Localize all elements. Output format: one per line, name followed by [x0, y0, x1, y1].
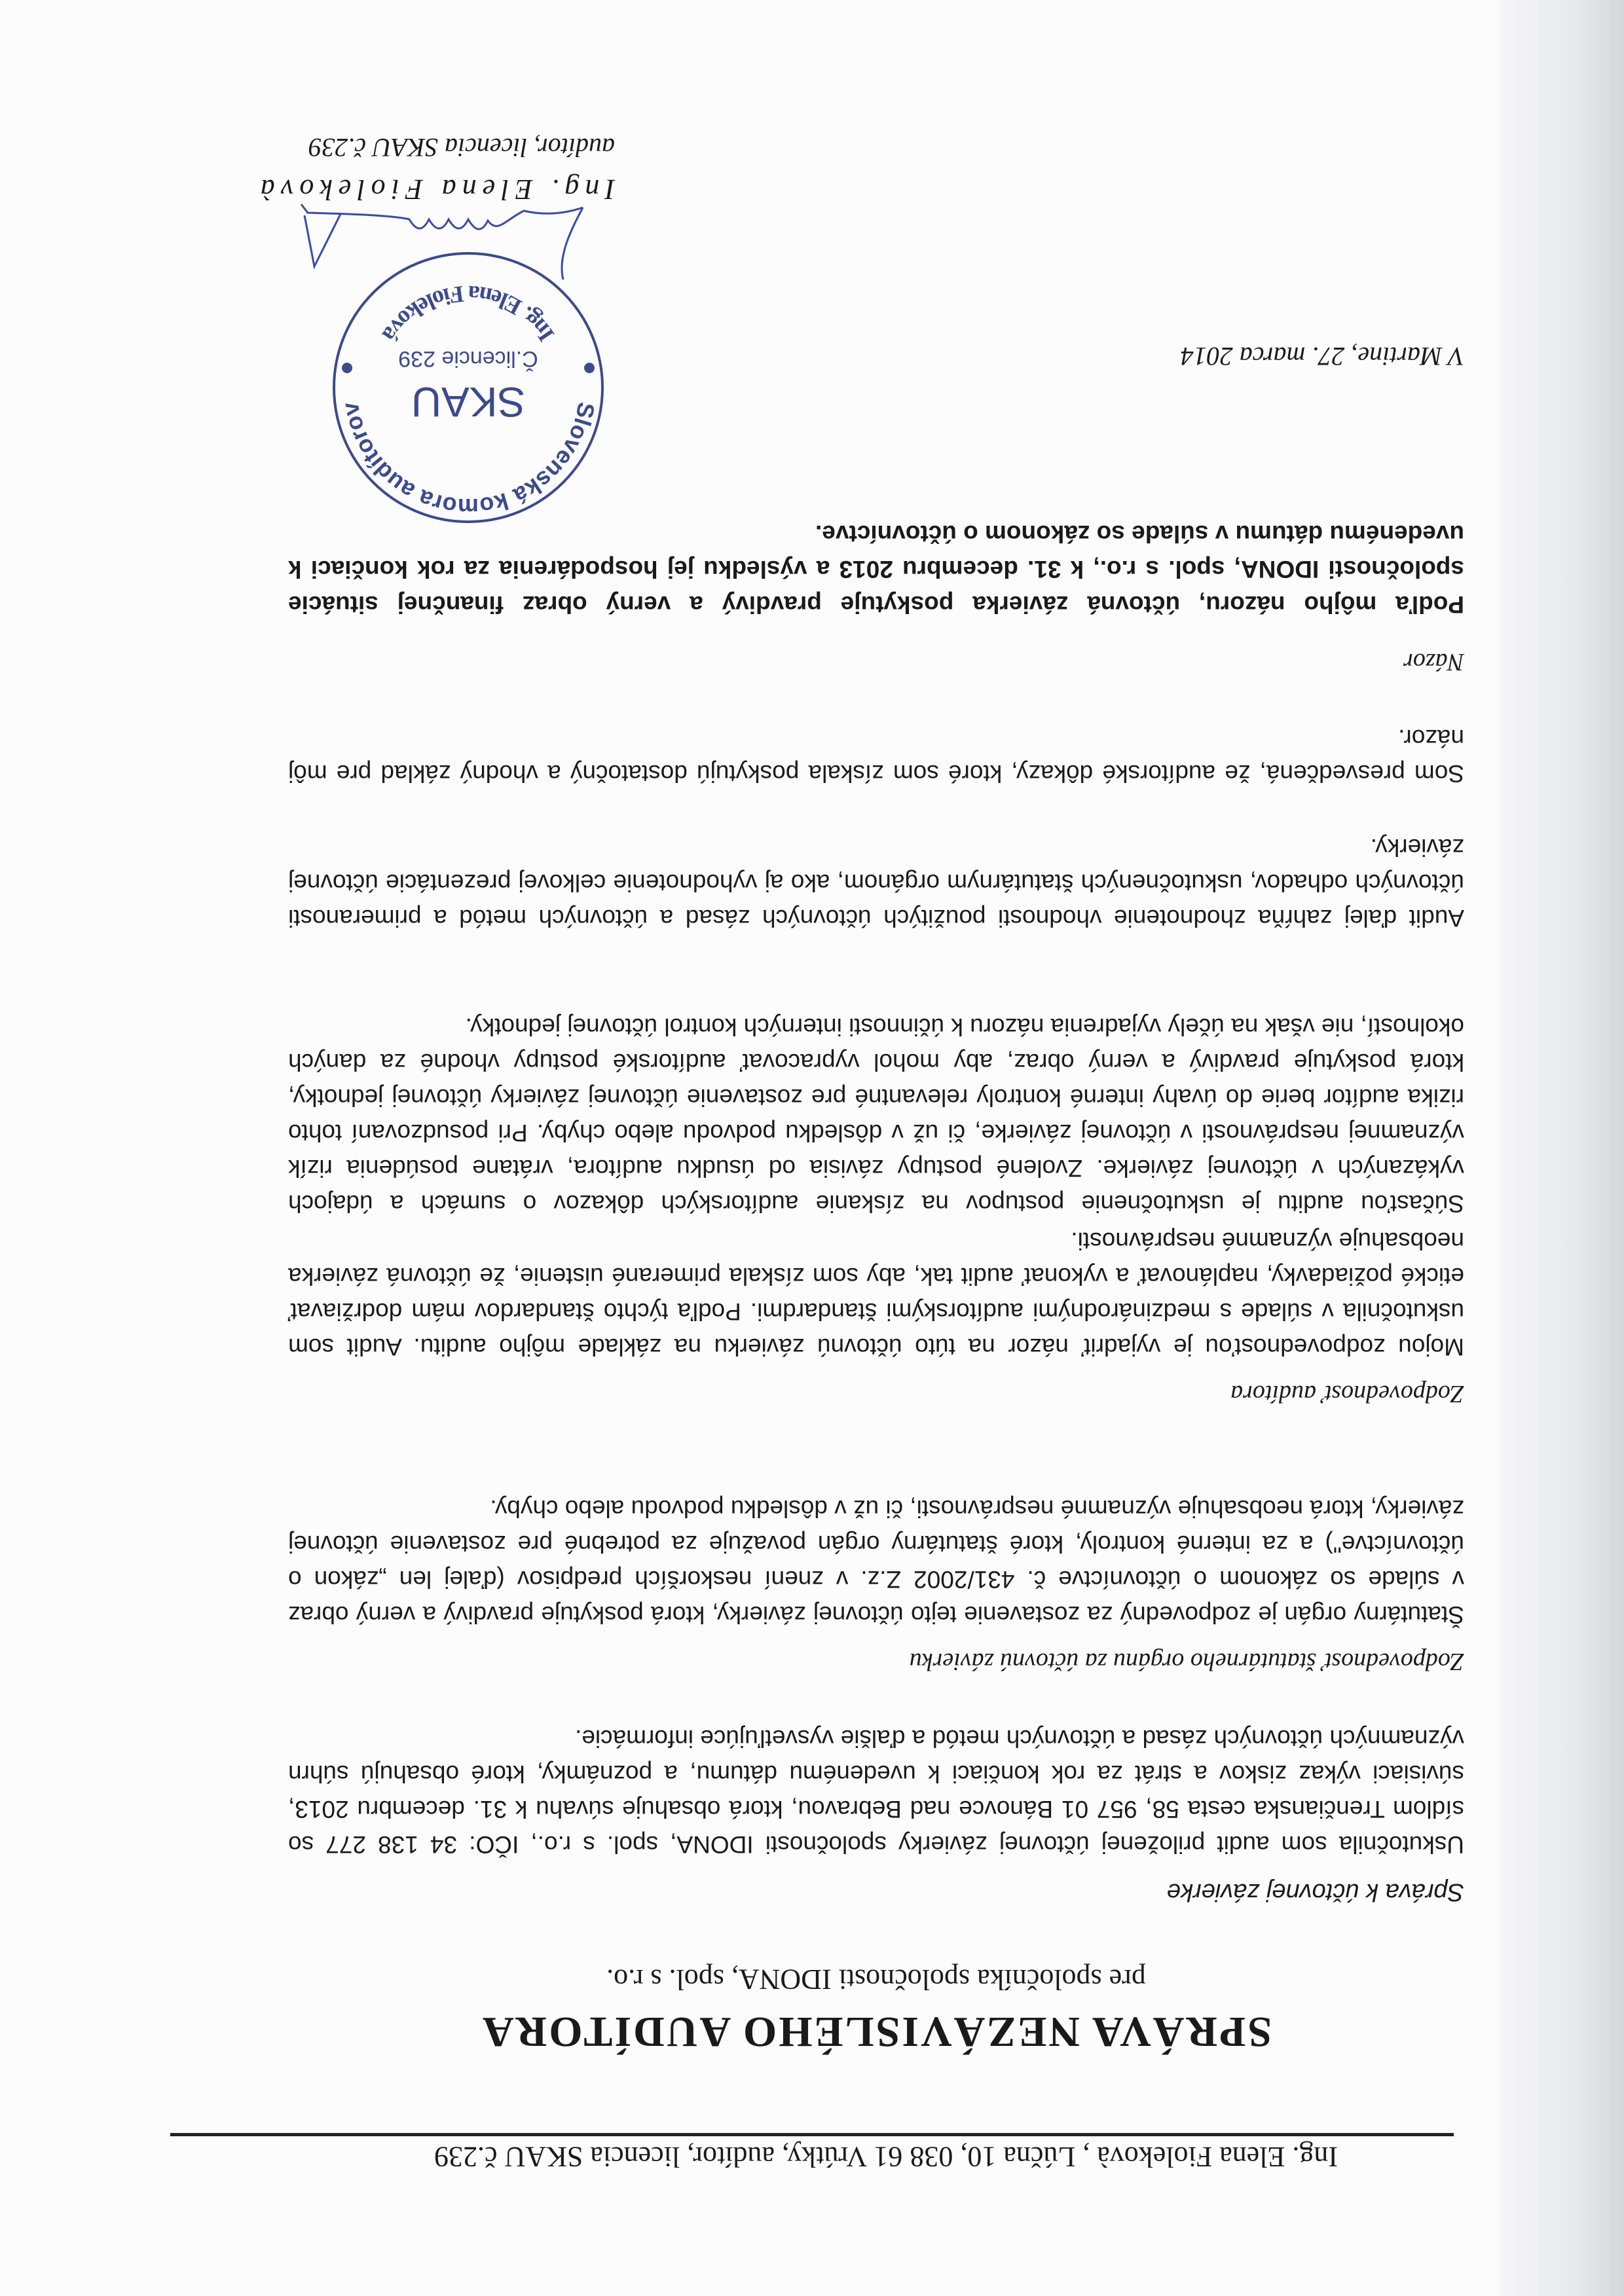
signatory-name: Ing. Elena Fiolekovà	[254, 173, 615, 206]
stamp-dot	[584, 363, 595, 373]
stamp-name: Ing. Elena Fioleková	[377, 280, 560, 347]
auditor-paragraph-1: Mojou zodpovednosťou je vyjadriť názor na túto účtovnú závierku na základe môjho auditu. Audit som uskutočnila v súlade s medzinárodnými audítorskými štandardmi. Podľa týchto štandardov mám dodržiavať etické požiadavky, naplánovať a vykonať audit tak, aby som získala primerané uistenie, že účtovná závierka neobsahuje významné nesprávnosti.	[288, 1228, 1464, 1360]
header-divider	[170, 2133, 1454, 2136]
document-subtitle: pre spoločníka spoločnosti IDONA, spol. s r.o.	[606, 1963, 1146, 1995]
report-heading: Správa k účtovnej závierke	[1166, 1878, 1464, 1906]
auditor-paragraph-3: Audit ďalej zahŕňa zhodnotenie vhodnosti použitých účtovných zásad a účtovných metód a primeranosti účtovných odhadov, uskutočnených štatutárnym orgánom, ako aj vyhodnotenie celkovej prezentácie účtovnej závierky.	[288, 834, 1464, 932]
opinion-paragraph: Podľa môjho názoru, účtovná závierka poskytuje pravdivý a verný obraz finančnej situácie spoločnosti IDONA, spol. s r.o., k 31. decembru 2013 a výsledku jej hospodárenia za rok končiaci k uvedenému dátumu v súlade so zákonom o účtovníctve.	[288, 520, 1464, 618]
stamp-license: Č.licencie 239	[398, 346, 538, 371]
stamp-center: SKAU	[411, 378, 526, 426]
report-paragraph: Uskutočnila som audit priloženej účtovnej závierky spoločnosti IDONA, spol. s r.o., IČO: 34 138 277 so sídlom Trenčianska cesta 58, 957 01 Bánovce nad Bebravou, ktorá obsahuje súvahu k 31. decembru 2013, súvisiaci výkaz ziskov a strát za rok končiaci k uvedenému dátumu, a poznámky, ktoré obsahujú súhrn významných účtovných zásad a účtovných metód a ďalšie vysvetľujúce informácie.	[288, 1725, 1464, 1858]
auditor-heading: Zodpovednosť audítora	[1230, 1380, 1464, 1408]
auditor-paragraph-4: Som presvedčená, že audítorské dôkazy, ktoré som získala poskytujú dostatočný a vhodný základ pre môj názor.	[288, 725, 1464, 787]
handwritten-signature	[275, 194, 602, 293]
opinion-heading: Názor	[1403, 648, 1464, 676]
auditor-paragraph-2: Súčasťou auditu je uskutočnenie postupov na získanie audítorských dôkazov o sumách a údajoch vykázaných v účtovnej závierke. Zvolené postupy závisia od úsudku audítora, vrátane posúdenia rizík významnej nesprávnosti v účtovnej závierke, či už v dôsledku podvodu alebo chyby. Pri posudzovaní tohto rizika audítor berie do úvahy interné kontroly relevantné pre zostavenie účtovnej závierky účtovnej jednotky, ktorá poskytuje pravdivý a verný obraz, aby mohol vypracovať audítorské postupy vhodné za daných okolností, nie však na účely vyjadrenia názoru k účinnosti interných kontrol účtovnej jednotky.	[288, 1013, 1464, 1217]
statutory-paragraph: Štatutárny orgán je zodpovedný za zostavenie tejto účtovnej závierky, ktorá poskytuje pravdivý a verný obraz v súlade so zákonom o účtovníctve č. 431/2002 Z.z. v znení neskorších predpisov (ďalej len „zákon o účtovníctve") a za interné kontroly, ktoré štatutárny orgán považuje za potrebné pre zostavenie účtovnej závierky, ktorá neobsahuje významné nesprávnosti, či už v dôsledku podvodu alebo chyby.	[288, 1495, 1464, 1628]
stamp-ring-text: Slovenská komora audítorov	[336, 400, 600, 521]
stamp-dot	[342, 363, 352, 373]
place-date: V Martine, 27. marca 2014	[1180, 342, 1464, 371]
signatory-role: audítor, licencia SKAU č.239	[308, 133, 615, 162]
scan-edge-shadow	[1500, 0, 1624, 2296]
statutory-heading: Zodpovednosť štatutárneho orgánu za účtovnú závierku	[909, 1648, 1464, 1675]
letterhead: Ing. Elena Fiolekovà , Lúčna 10, 038 61 Vrútky, audítor, licencia SKAU č.239	[434, 2141, 1338, 2173]
document-title: SPRÁVA NEZÁVISLÉHO AUDÍTORA	[480, 2008, 1272, 2056]
